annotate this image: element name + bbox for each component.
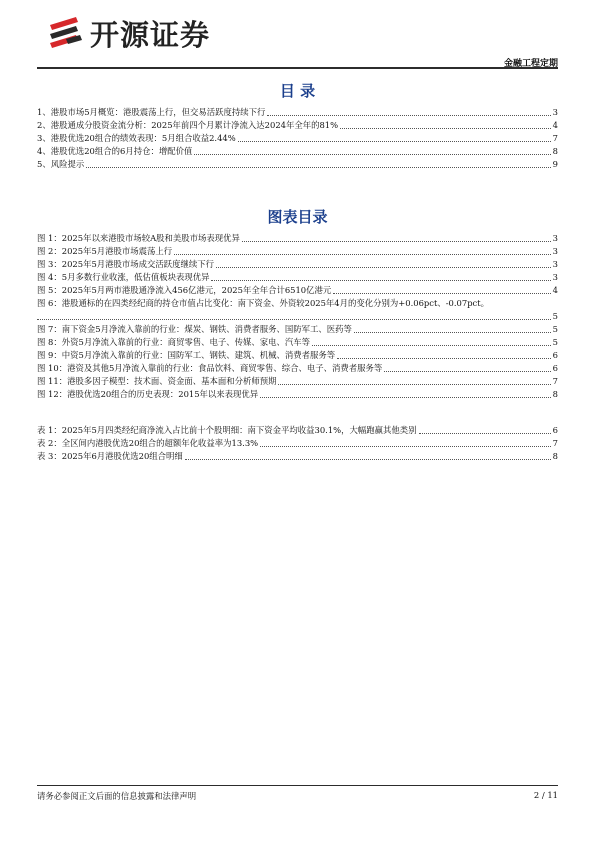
figure-entry[interactable]: [37, 349, 558, 362]
figure-entry-text: 外资5月净流入靠前的行业：商贸零售、电子、传媒、家电、汽车等: [61, 337, 310, 347]
figure-entry-page: 4: [552, 285, 558, 295]
logo-mark-icon: [46, 17, 84, 53]
table-entry-page: 8: [552, 451, 558, 461]
figure-entry-page: 8: [552, 389, 558, 399]
leader-dots: [86, 166, 550, 168]
figure-entry-text: 2025年5月两市港股通净流入456亿港元，2025年全年合计6510亿港元: [61, 285, 332, 295]
figure-entry-continuation[interactable]: [37, 310, 558, 323]
figure-entry-text: 港资及其他5月净流入靠前的行业：食品饮料、商贸零售、综合、电子、消费者服务等: [67, 363, 383, 373]
toc-entry-page: 7: [552, 133, 558, 143]
figure-entry[interactable]: [37, 336, 558, 349]
toc-entry-page: 9: [552, 159, 558, 169]
leader-dots: [216, 266, 551, 268]
table-entry[interactable]: [37, 437, 558, 450]
leader-dots: [37, 318, 551, 320]
figure-entry-number: 图 3：: [37, 259, 62, 269]
toc-entry-text: 港股优选20组合的绩效表现：5月组合收益2.44%: [50, 133, 236, 143]
figure-entry[interactable]: [37, 258, 558, 271]
toc-entry-number: 3、: [37, 133, 51, 143]
toc-entry[interactable]: [37, 132, 558, 145]
leader-dots: [260, 445, 551, 447]
figure-entry-number: 图 5：: [37, 285, 62, 295]
leader-dots: [337, 357, 551, 359]
figure-entry-page: 3: [552, 259, 558, 269]
figure-entry-page: 3: [552, 246, 558, 256]
toc-entry-number: 2、: [37, 120, 51, 130]
toc-entry-number: 1、: [37, 107, 51, 117]
leader-dots: [419, 432, 551, 434]
toc-entry[interactable]: [37, 158, 558, 171]
leader-dots: [211, 279, 550, 281]
figure-entry[interactable]: [37, 284, 558, 297]
figure-entry-page: 5: [552, 311, 558, 321]
figures-list: [37, 232, 558, 401]
figure-entry-text: 中资5月净流入靠前的行业：国防军工、钢铁、建筑、机械、消费者服务等: [61, 350, 336, 360]
figure-entry[interactable]: [37, 245, 558, 258]
table-entry-number: 表 1：: [37, 425, 62, 435]
figure-entry-number: 图 4：: [37, 272, 62, 282]
figure-entry-page: 6: [552, 363, 558, 373]
figures-title: 图表目录: [267, 208, 328, 226]
leader-dots: [278, 383, 550, 385]
figure-entry-text: 港股优选20组合的历史表现：2015年以来表现优异: [67, 389, 259, 399]
figure-entry[interactable]: [37, 297, 558, 310]
figure-entry-number: 图 12：: [37, 389, 68, 399]
figure-entry[interactable]: [37, 271, 558, 284]
footer-disclaimer: 请务必参阅正文后面的信息披露和法律声明: [37, 791, 197, 801]
toc-entry-page: 3: [552, 107, 558, 117]
toc-entry-number: 4、: [37, 146, 51, 156]
figure-entry-number: 图 7：: [37, 324, 62, 334]
tables-list: [37, 424, 558, 463]
leader-dots: [312, 344, 551, 346]
leader-dots: [267, 114, 550, 116]
report-type-label: 金融工程定期: [503, 59, 558, 69]
figure-entry-page: 3: [552, 233, 558, 243]
table-entry[interactable]: [37, 450, 558, 463]
figure-entry-page: 6: [552, 350, 558, 360]
table-entry-text: 2025年6月港股优选20组合明细: [61, 451, 183, 461]
leader-dots: [174, 253, 551, 255]
toc-entry[interactable]: [37, 119, 558, 132]
figure-entry-page: 5: [552, 324, 558, 334]
figure-entry-number: 图 1：: [37, 233, 62, 243]
figure-entry-number: 图 2：: [37, 246, 62, 256]
toc-entry-page: 8: [552, 146, 558, 156]
table-entry-page: 6: [552, 425, 558, 435]
toc-entry-text: 港股优选20组合的6月持仓：增配价值: [50, 146, 193, 156]
table-entry-text: 全区间内港股优选20组合的超额年化收益率为13.3%: [61, 438, 259, 448]
table-entry[interactable]: [37, 424, 558, 437]
figure-entry-number: 图 8：: [37, 337, 62, 347]
figure-entry-number: 图 11：: [37, 376, 68, 386]
leader-dots: [384, 370, 550, 372]
figure-entry-text: 港股多因子模型：技术面、资金面、基本面和分析师预期: [67, 376, 277, 386]
leader-dots: [260, 396, 550, 398]
toc-entry-text: 风险提示: [50, 159, 85, 169]
figure-entry[interactable]: [37, 362, 558, 375]
toc-entry[interactable]: [37, 145, 558, 158]
toc-title: 目 录: [279, 82, 316, 100]
table-entry-number: 表 2：: [37, 438, 62, 448]
figure-entry-page: 3: [552, 272, 558, 282]
leader-dots: [354, 331, 551, 333]
toc-entry-page: 4: [552, 120, 558, 130]
leader-dots: [340, 127, 551, 129]
figure-entry-number: 图 9：: [37, 350, 62, 360]
figure-entry-page: 5: [552, 337, 558, 347]
toc-entry-text: 港股通成分股资金流分析：2025年前四个月累计净流入达2024年全年的81%: [50, 120, 339, 130]
leader-dots: [238, 140, 551, 142]
leader-dots: [185, 458, 551, 460]
figure-entry-text: 南下资金5月净流入靠前的行业：煤炭、钢铁、消费者服务、国防军工、医药等: [61, 324, 352, 334]
figure-entry[interactable]: [37, 323, 558, 336]
figure-entry-number: 图 6：: [37, 298, 62, 308]
table-entry-page: 7: [552, 438, 558, 448]
toc-entry-number: 5、: [37, 159, 51, 169]
figure-entry-page: 7: [552, 376, 558, 386]
toc-entry-text: 港股市场5月概览：港股震荡上行，但交易活跃度持续下行: [50, 107, 266, 117]
toc-list: [37, 106, 558, 171]
figure-entry[interactable]: [37, 375, 558, 388]
figure-entry[interactable]: [37, 388, 558, 401]
figure-entry-text: 2025年以来港股市场较A股和美股市场表现优异: [61, 233, 240, 243]
figure-entry-number: 图 10：: [37, 363, 68, 373]
header-divider: [37, 67, 558, 69]
figure-entry-text: 2025年5月港股市场震荡上行: [61, 246, 173, 256]
leader-dots: [333, 292, 550, 294]
toc-entry[interactable]: [37, 106, 558, 119]
footer-divider: [37, 785, 558, 786]
table-entry-text: 2025年5月四类经纪商净流入占比前十个股明细：南下资金平均收益30.1%，大幅跑赢其他类别: [61, 425, 417, 435]
leader-dots: [242, 240, 551, 242]
figure-entry-text: 2025年5月港股市场成交活跃度继续下行: [61, 259, 215, 269]
footer-page-number: 2 / 11: [533, 790, 558, 800]
figure-entry[interactable]: [37, 232, 558, 245]
figure-entry-text: 港股通标的在四类经纪商的持仓市值占比变化：南下资金、外资较2025年4月的变化分别为+0.06pct、-0.07pct。: [61, 298, 489, 308]
company-name: 开源证券: [90, 18, 211, 52]
figure-entry-text: 5月多数行业收涨，低估值板块表现优异: [61, 272, 210, 282]
leader-dots: [194, 153, 550, 155]
company-logo: [46, 15, 210, 55]
table-entry-number: 表 3：: [37, 451, 62, 461]
